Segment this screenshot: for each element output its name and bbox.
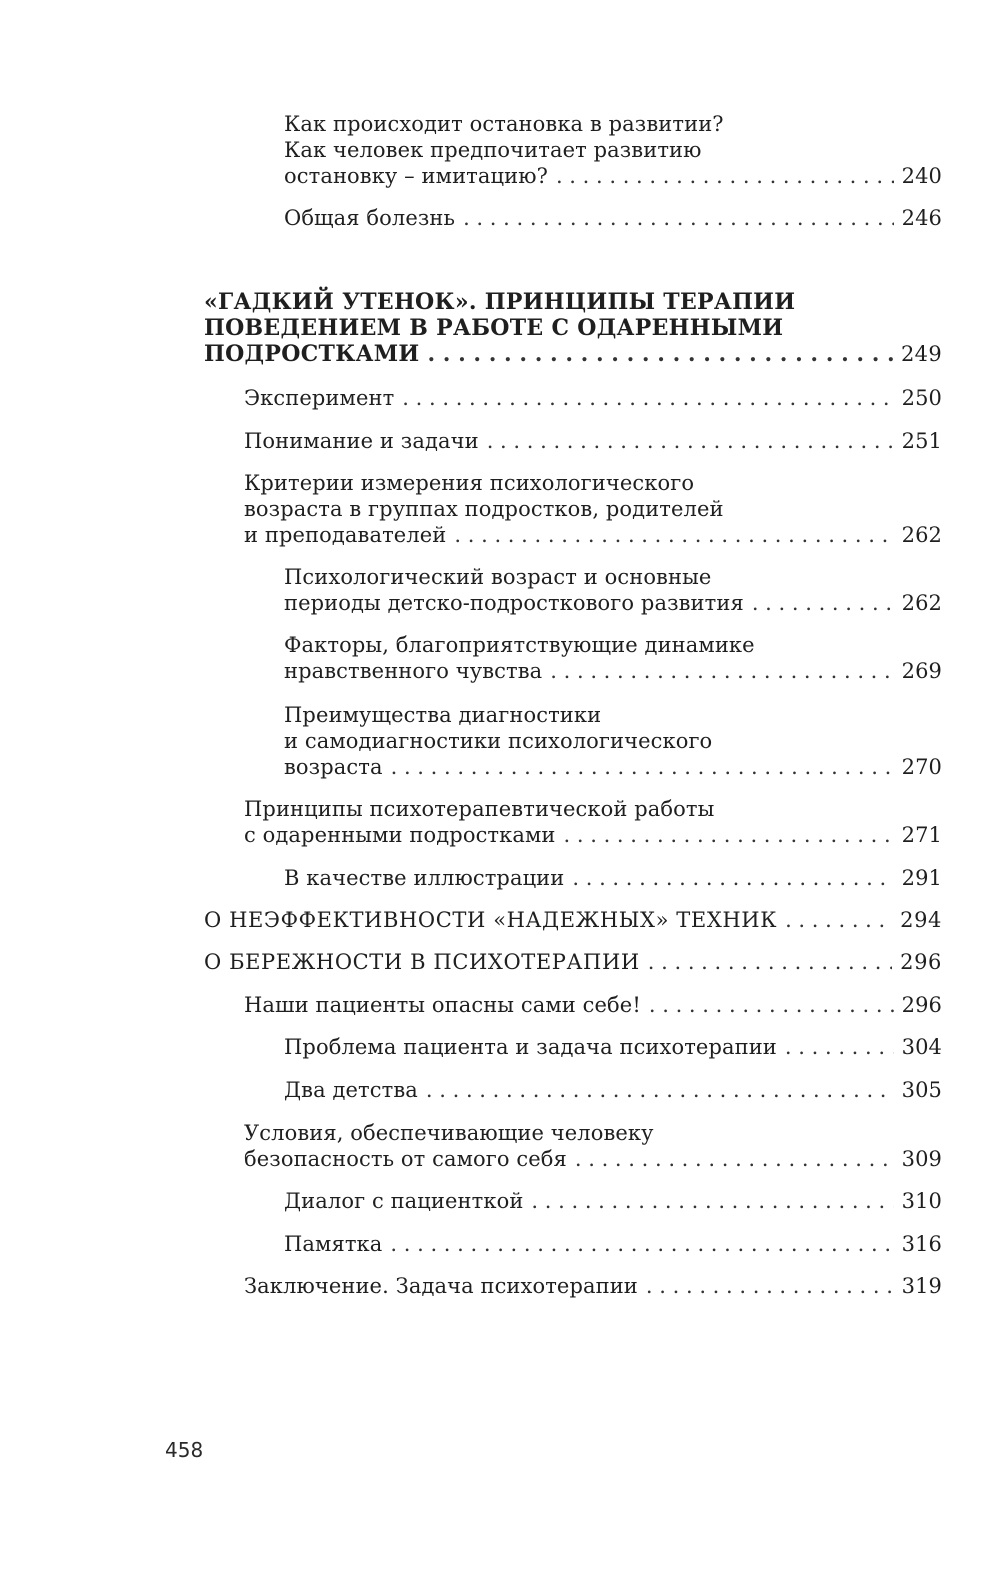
toc-entry-line: Как человек предпочитает развитию <box>284 138 702 162</box>
toc-page-number: 262 <box>901 591 942 615</box>
dot-leader <box>427 341 893 367</box>
dot-leader <box>785 1034 894 1060</box>
dot-leader <box>648 949 892 975</box>
dot-leader <box>572 865 893 891</box>
toc-entry <box>244 470 942 548</box>
toc-entry-line: Принципы психотерапевтической работы <box>244 797 715 821</box>
dot-leader <box>556 163 894 189</box>
toc-entry-line: Условия, обеспечивающие человеку <box>244 1121 654 1145</box>
toc-entry <box>284 1188 942 1214</box>
toc-entry <box>284 1034 942 1060</box>
toc-chapter-heading <box>204 289 942 367</box>
toc-entry-title: нравственного чувства <box>284 659 543 683</box>
toc-entry-title: Диалог с пациенткой <box>284 1189 524 1213</box>
toc-entry-title: остановку – имитацию? <box>284 164 548 188</box>
toc-page-number: 309 <box>901 1147 942 1171</box>
toc-entry-line: Психологический возраст и основные <box>284 565 712 589</box>
dot-leader <box>390 1231 893 1257</box>
toc-entry-line: и самодиагностики психологического <box>284 729 713 753</box>
toc-entry-line: «ГАДКИЙ УТЕНОК». ПРИНЦИПЫ ТЕРАПИИ <box>204 289 796 315</box>
dot-leader <box>752 590 894 616</box>
toc-entry <box>284 1231 942 1257</box>
toc-entry <box>284 111 942 189</box>
dot-leader <box>564 822 894 848</box>
toc-entry-line: Преимущества диагностики <box>284 703 602 727</box>
dot-leader <box>454 522 893 548</box>
toc-entry <box>244 1120 942 1172</box>
dot-leader <box>785 907 892 933</box>
toc-entry <box>284 205 942 231</box>
toc-entry-line: Факторы, благоприятствующие динамике <box>284 633 755 657</box>
toc-page-number: 296 <box>900 950 942 974</box>
toc-entry-title: Два детства <box>284 1078 418 1102</box>
toc-page-number: 310 <box>901 1189 942 1213</box>
toc-page-number: 250 <box>901 386 942 410</box>
toc-page-number: 246 <box>901 206 942 230</box>
toc-entry <box>284 865 942 891</box>
toc-entry-title: Заключение. Задача психотерапии <box>244 1274 638 1298</box>
dot-leader <box>487 428 894 454</box>
toc-page-number: 271 <box>901 823 942 847</box>
toc-entry <box>284 632 942 684</box>
dot-leader <box>426 1077 894 1103</box>
toc-entry <box>244 385 942 411</box>
toc-entry-title: Общая болезнь <box>284 206 456 230</box>
toc-page-number: 240 <box>901 164 942 188</box>
toc-page-number: 294 <box>900 908 942 932</box>
page-number-folio: 458 <box>165 1438 204 1462</box>
dot-leader <box>391 754 894 780</box>
toc-entry-title: Проблема пациента и задача психотерапии <box>284 1035 777 1059</box>
toc-page-number: 296 <box>901 993 942 1017</box>
toc-page-number: 251 <box>901 429 942 453</box>
toc-entry-title: ПОДРОСТКАМИ <box>204 341 420 367</box>
toc-entry-title: В качестве иллюстрации <box>284 866 565 890</box>
toc-entry-line: Как происходит остановка в развитии? <box>284 112 724 136</box>
toc-entry <box>244 992 942 1018</box>
toc-entry <box>244 1273 942 1299</box>
toc-entry-line: Критерии измерения психологического <box>244 471 695 495</box>
toc-entry-title: О БЕРЕЖНОСТИ В ПСИХОТЕРАПИИ <box>204 950 640 974</box>
toc-page-number: 262 <box>901 523 942 547</box>
dot-leader <box>649 992 894 1018</box>
toc-entry-title: с одаренными подростками <box>244 823 556 847</box>
dot-leader <box>575 1146 894 1172</box>
toc-entry-title: Понимание и задачи <box>244 429 479 453</box>
toc-page-number: 249 <box>901 342 942 366</box>
dot-leader <box>402 385 893 411</box>
toc-chapter-entry <box>204 949 942 975</box>
toc-entry <box>284 1077 942 1103</box>
toc-page-number: 291 <box>901 866 942 890</box>
toc-entry-title: О НЕЭФФЕКТИВНОСТИ «НАДЕЖНЫХ» ТЕХНИК <box>204 908 778 932</box>
toc-entry-title: Памятка <box>284 1232 383 1256</box>
dot-leader <box>531 1188 893 1214</box>
toc-entry-line: ПОВЕДЕНИЕМ В РАБОТЕ С ОДАРЕННЫМИ <box>204 315 784 341</box>
toc-chapter-entry <box>204 907 942 933</box>
toc-entry-title: безопасность от самого себя <box>244 1147 567 1171</box>
toc-entry-title: и преподавателей <box>244 523 447 547</box>
toc-entry <box>284 702 942 780</box>
toc-entry <box>244 796 942 848</box>
dot-leader <box>550 658 893 684</box>
toc-page-number: 305 <box>901 1078 942 1102</box>
toc-page-number: 319 <box>901 1274 942 1298</box>
toc-page-number: 316 <box>901 1232 942 1256</box>
toc-entry-title: периоды детско-подросткового развития <box>284 591 744 615</box>
toc-page-number: 304 <box>901 1035 942 1059</box>
toc-entry-title: возраста <box>284 755 383 779</box>
toc-entry-line: возраста в группах подростков, родителей <box>244 497 724 521</box>
toc-entry <box>284 564 942 616</box>
toc-entry-title: Эксперимент <box>244 386 395 410</box>
toc-entry-title: Наши пациенты опасны сами себе! <box>244 993 641 1017</box>
toc-page-number: 269 <box>901 659 942 683</box>
toc-page-number: 270 <box>901 755 942 779</box>
dot-leader <box>463 205 894 231</box>
dot-leader <box>646 1273 894 1299</box>
toc-entry <box>244 428 942 454</box>
